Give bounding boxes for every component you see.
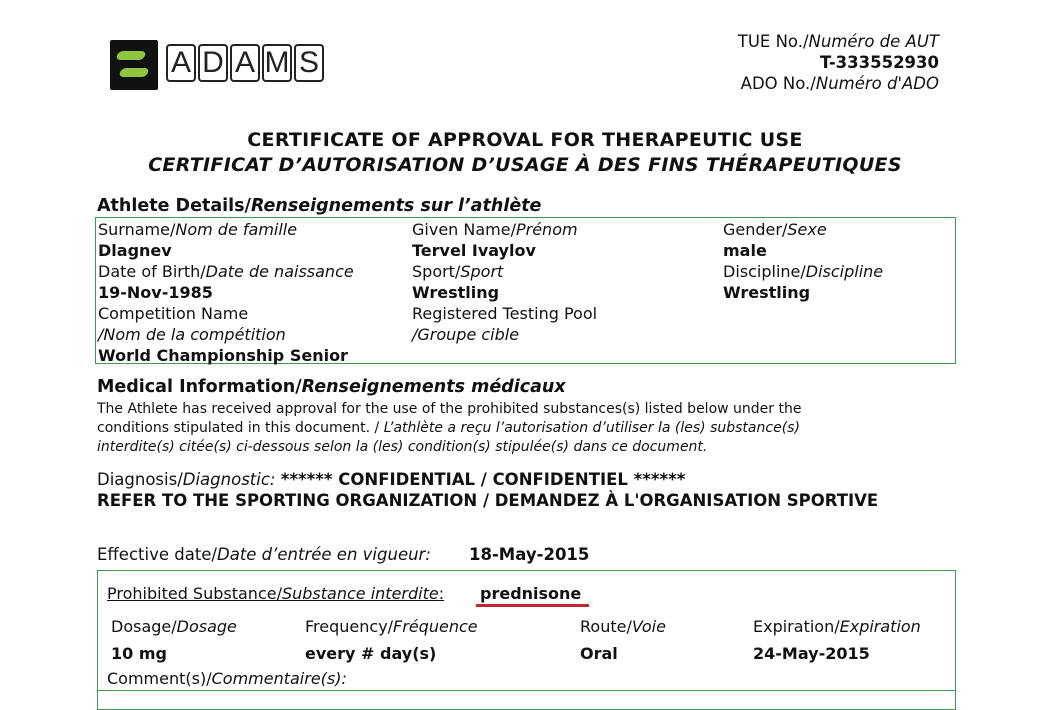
medical-heading-fr: Renseignements médicaux [301, 377, 566, 397]
substance-label-en: Prohibited Substance/ [107, 584, 282, 603]
gender-value: male [723, 241, 767, 260]
logo-letter: A [166, 44, 196, 82]
athlete-heading-en: Athlete Details/ [97, 196, 251, 216]
diagnosis-label-fr: Diagnostic: [182, 470, 276, 489]
diagnosis-label: Diagnosis/ [97, 470, 183, 489]
logo-letter: D [198, 44, 228, 82]
substance-value: prednisone [480, 584, 582, 603]
given-name-label [412, 219, 578, 240]
medical-text-fr-2: L’athlète a reçu l’autorisation d’utiliser la (les) substance(s) [383, 420, 800, 436]
discipline-label-fr: Discipline [805, 262, 884, 281]
pool-label: Registered Testing Pool [412, 304, 598, 323]
substance-highlight-line [476, 604, 589, 607]
gender-label-fr: Sexe [787, 220, 827, 239]
adams-logo-wordmark [166, 44, 324, 82]
frequency-label [305, 616, 478, 637]
comment-label [107, 668, 347, 689]
comment-divider [97, 690, 956, 691]
certificate-title: CERTIFICATE OF APPROVAL FOR THERAPEUTIC USE [247, 129, 803, 151]
surname-label [98, 219, 297, 240]
route-value: Oral [580, 644, 618, 663]
athlete-details-heading [97, 196, 541, 216]
sport-label-en: Sport/ [412, 262, 461, 281]
logo-stripe-bottom [119, 68, 150, 77]
gender-label-en: Gender/ [723, 220, 788, 239]
ado-number-label [741, 73, 939, 94]
competition-label: Competition Name [98, 304, 249, 323]
sport-label-fr: Sport [460, 262, 504, 281]
substance-label-fr: Substance interdite [281, 584, 439, 603]
competition-value: World Championship Senior [98, 346, 348, 365]
dosage-label [111, 616, 237, 637]
frequency-label-en: Frequency/ [305, 617, 394, 636]
given-label-fr: Prénom [515, 220, 578, 239]
route-label-en: Route/ [580, 617, 632, 636]
medical-heading-en: Medical Information/ [97, 377, 302, 397]
substance-label [107, 583, 444, 604]
diagnosis-row [97, 469, 685, 491]
medical-text-en-2: conditions stipulated in this document. / [97, 420, 384, 436]
expiration-label-en: Expiration/ [753, 617, 840, 636]
dosage-label-fr: Dosage [176, 617, 237, 636]
frequency-value: every # day(s) [305, 644, 437, 663]
comment-label-en: Comment(s)/ [107, 669, 212, 688]
ado-label-fr: Numéro d'ADO [815, 74, 939, 93]
dob-label-en: Date of Birth/ [98, 262, 206, 281]
dob-value: 19-Nov-1985 [98, 283, 213, 302]
surname-value: Dlagnev [98, 241, 172, 260]
logo-letter: M [262, 44, 292, 82]
tue-number-value: T-333552930 [819, 53, 939, 72]
sport-value: Wrestling [412, 283, 500, 302]
sport-label [412, 261, 503, 282]
effective-label-en: Effective date/ [97, 545, 217, 564]
surname-label-en: Surname/ [98, 220, 176, 239]
discipline-label-en: Discipline/ [723, 262, 806, 281]
discipline-value: Wrestling [723, 283, 811, 302]
athlete-heading-fr: Renseignements sur l’athlète [250, 196, 542, 216]
medical-info-heading [97, 377, 566, 397]
medical-text-line-1: The Athlete has received approval for the use of the prohibited substances(s) listed below under the [97, 401, 802, 417]
expiration-value: 24-May-2015 [753, 644, 870, 663]
given-label-en: Given Name/ [412, 220, 516, 239]
expiration-label [753, 616, 921, 637]
tue-label-fr: Numéro de AUT [808, 32, 939, 51]
given-name-value: Tervel Ivaylov [412, 241, 536, 260]
dosage-value: 10 mg [111, 644, 167, 663]
ado-label: ADO No./ [740, 74, 816, 93]
comment-label-fr: Commentaire(s): [211, 669, 347, 688]
dosage-label-en: Dosage/ [111, 617, 177, 636]
dob-label [98, 261, 354, 282]
medical-text-line-3: interdite(s) citée(s) ci-dessous selon la (les) condition(s) stipulée(s) dans ce document. [97, 439, 708, 455]
route-label-fr: Voie [631, 617, 666, 636]
refer-text: REFER TO THE SPORTING ORGANIZATION / DEMANDEZ À L'ORGANISATION SPORTIVE [97, 491, 879, 510]
adams-logo-icon [110, 40, 158, 90]
diagnosis-value: ****** CONFIDENTIAL / CONFIDENTIEL ****** [280, 470, 686, 489]
effective-date-value: 18-May-2015 [469, 545, 590, 564]
gender-label [723, 219, 827, 240]
substance-label-colon: : [438, 584, 445, 603]
effective-date-label [97, 544, 431, 566]
tue-number-label [738, 31, 939, 52]
logo-stripe-top [116, 51, 147, 60]
medical-text-line-2 [97, 419, 800, 438]
effective-label-fr: Date d’entrée en vigueur: [217, 545, 431, 564]
discipline-label [723, 261, 883, 282]
route-label [580, 616, 666, 637]
logo-letter: S [294, 44, 324, 82]
dob-label-fr: Date de naissance [205, 262, 354, 281]
surname-label-fr: Nom de famille [175, 220, 298, 239]
pool-label-fr: /Groupe cible [412, 325, 520, 344]
tue-label: TUE No./ [737, 32, 809, 51]
certificate-title-fr: CERTIFICAT D’AUTORISATION D’USAGE À DES FINS THÉRAPEUTIQUES [148, 154, 902, 176]
competition-label-fr: /Nom de la compétition [98, 325, 286, 344]
expiration-label-fr: Expiration [839, 617, 921, 636]
frequency-label-fr: Fréquence [393, 617, 478, 636]
logo-letter: A [230, 44, 260, 82]
